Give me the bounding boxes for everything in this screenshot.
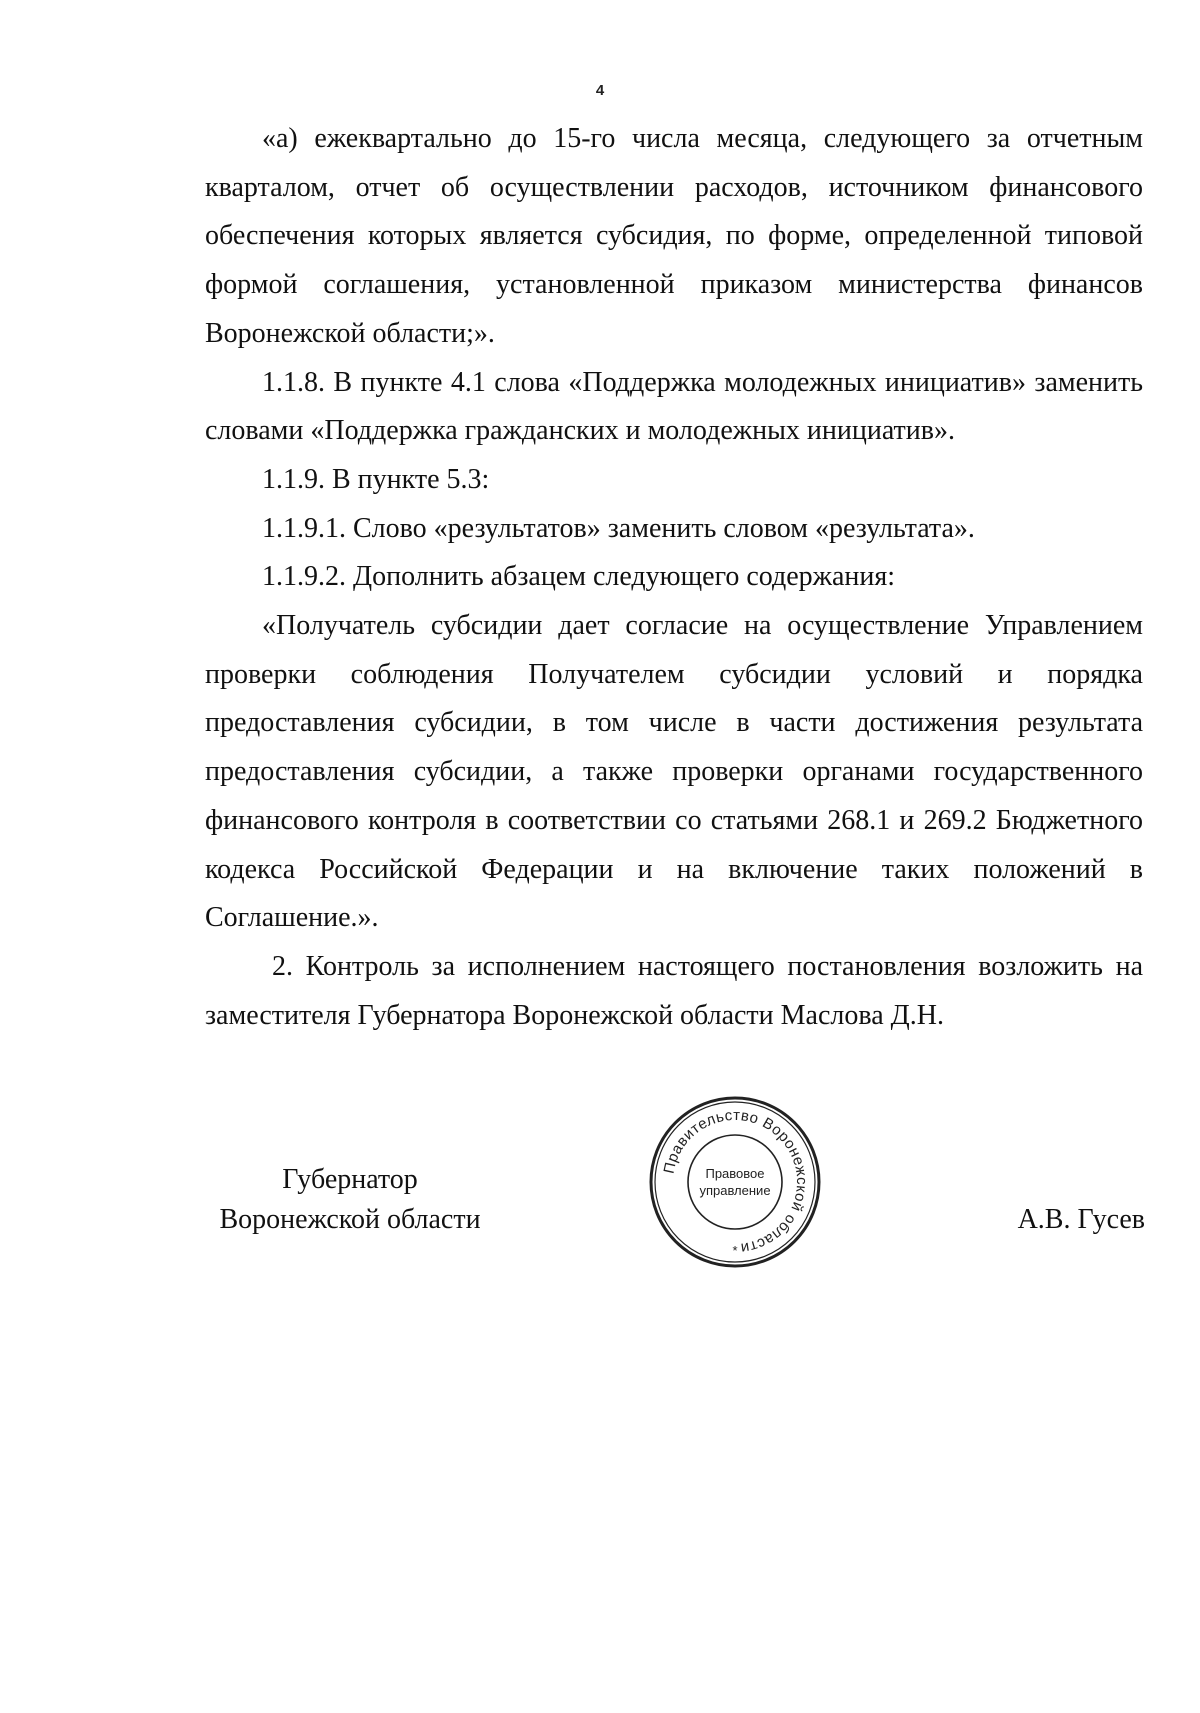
stamp-ring-text: Правительство Воронежской области — [660, 1106, 811, 1257]
signatory-name: А.В. Гусев — [1017, 1204, 1145, 1235]
page-number: 4 — [595, 82, 605, 99]
official-stamp — [645, 1092, 825, 1272]
stamp-center-line-2: управление — [699, 1183, 771, 1198]
signatory-title — [205, 1160, 495, 1240]
signatory-title-line-2: Воронежской области — [219, 1204, 481, 1235]
document-body — [205, 115, 1143, 1040]
paragraph-1-1-9-2: 1.1.9.2. Дополнить абзацем следующего содержания: — [262, 561, 896, 593]
signatory-title-line-1: Губернатор — [282, 1164, 418, 1195]
paragraph-2-control: 2. Контроль за исполнением настоящего постановления возложить на заместителя Губернатора Воронежской области Маслова Д.Н. — [205, 950, 1143, 1031]
paragraph-1-1-8: 1.1.8. В пункте 4.1 слова «Поддержка молодежных инициатив» заменить словами «Поддержка гражданских и молодежных инициатив». — [205, 366, 1143, 447]
stamp-outer-inner-ring — [655, 1102, 815, 1262]
stamp-inner-ring — [688, 1135, 782, 1229]
stamp-seal-icon — [645, 1092, 825, 1272]
paragraph-1-1-9: 1.1.9. В пункте 5.3: — [262, 463, 490, 495]
paragraph-quarterly-report: «а) ежеквартально до 15-го числа месяца, следующего за отчетным кварталом, отчет об осуществлении расходов, источником финансового обеспечения которых является субсидия, по форме, определенной типовой формой соглашения, установленной приказом министерства финансов Воронежской области;». — [205, 123, 1143, 349]
paragraph-1-1-9-1: 1.1.9.1. Слово «результатов» заменить словом «результата». — [262, 512, 975, 544]
stamp-center-line-1: Правовое — [705, 1166, 765, 1181]
stamp-star: * — [732, 1243, 738, 1258]
paragraph-recipient-consent: «Получатель субсидии дает согласие на осуществление Управлением проверки соблюдения Получателем субсидии условий и порядка предоставления субсидии, в том числе в части достижения результата предоставления субсидии, а также проверки органами государственного финансового контроля в соответствии со статьями 268.1 и 269.2 Бюджетного кодекса Российской Федерации и на включение таких положений в Соглашение.». — [205, 610, 1143, 934]
